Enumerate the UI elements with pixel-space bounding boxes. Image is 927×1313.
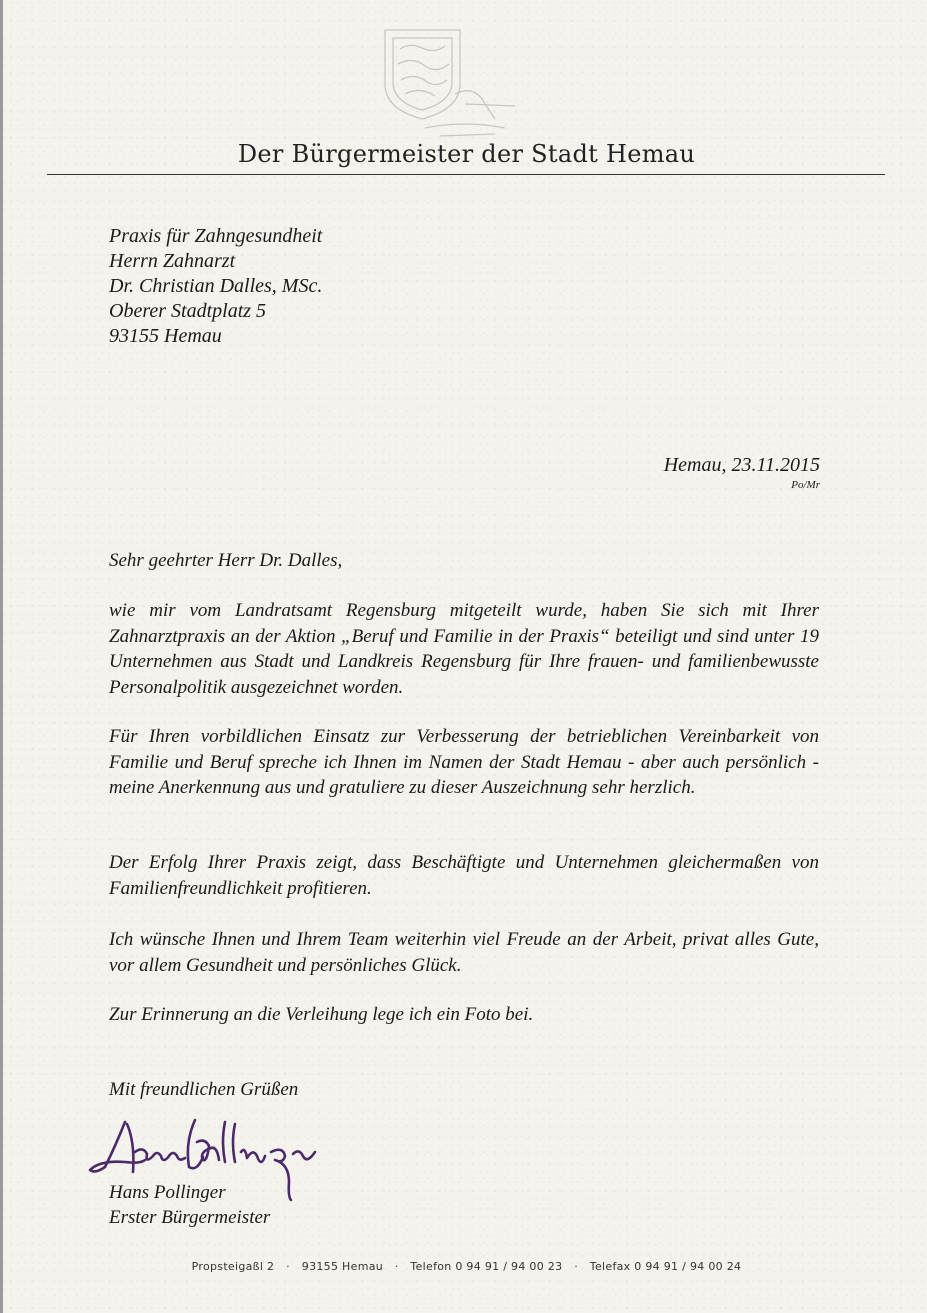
recipient-address xyxy=(109,224,322,349)
embossed-crest-icon xyxy=(365,24,535,144)
footer-fax: Telefax 0 94 91 / 94 00 24 xyxy=(589,1260,742,1273)
recipient-line: Oberer Stadtplatz 5 xyxy=(109,300,267,322)
recipient-line: 93155 Hemau xyxy=(109,325,222,347)
paragraph: Der Erfolg Ihrer Praxis zeigt, dass Beschäftigte und Unternehmen gleichermaßen von Familienfreundlichkeit profitieren. xyxy=(109,852,819,899)
recipient-line: Praxis für Zahngesundheit xyxy=(109,225,323,247)
footer-separator: · xyxy=(286,1260,290,1273)
paragraph: Zur Erinnerung an die Verleihung lege ich ein Foto bei. xyxy=(109,1004,534,1025)
paragraph: wie mir vom Landratsamt Regensburg mitgeteilt wurde, haben Sie sich mit Ihrer Zahnarztpraxis an der Aktion „Beruf und Familie in der Praxis“ beteiligt und sind unter 19 Unternehmen aus Stadt und Landkreis Regensburg für Ihre frauen- und familienbewusste Personalpolitik ausgezeichnet worden. xyxy=(109,600,819,698)
letterhead-footer xyxy=(3,1260,927,1273)
signer-name: Hans Pollinger xyxy=(109,1182,226,1203)
footer-address: Propsteigaßl 2 xyxy=(191,1260,275,1273)
date-block xyxy=(664,453,820,492)
reference-code: Po/Mr xyxy=(791,479,820,491)
letterhead-divider xyxy=(47,174,885,175)
footer-phone: Telefon 0 94 91 / 94 00 23 xyxy=(410,1260,563,1273)
paragraph: Für Ihren vorbildlichen Einsatz zur Verbesserung der betrieblichen Vereinbarkeit von Familie und Beruf spreche ich Ihnen im Namen der Stadt Hemau - aber auch persönlich - meine Anerkennung aus und gratuliere zu dieser Auszeichnung sehr herzlich. xyxy=(109,726,819,798)
recipient-line: Herrn Zahnarzt xyxy=(109,250,236,272)
letterhead-title: Der Bürgermeister der Stadt Hemau xyxy=(237,140,696,168)
signer-block xyxy=(109,1180,270,1230)
salutation: Sehr geehrter Herr Dr. Dalles, xyxy=(109,550,343,571)
footer-separator: · xyxy=(574,1260,578,1273)
footer-separator: · xyxy=(394,1260,399,1273)
paragraph: Ich wünsche Ihnen und Ihrem Team weiterhin viel Freude an der Arbeit, privat alles Gute, vor allem Gesundheit und persönliches Glück. xyxy=(109,929,819,976)
signer-title: Erster Bürgermeister xyxy=(109,1207,271,1228)
recipient-line: Dr. Christian Dalles, MSc. xyxy=(109,275,323,297)
footer-city: 93155 Hemau xyxy=(301,1260,384,1273)
letter-date: Hemau, 23.11.2015 xyxy=(663,454,820,476)
closing: Mit freundlichen Grüßen xyxy=(109,1079,299,1100)
